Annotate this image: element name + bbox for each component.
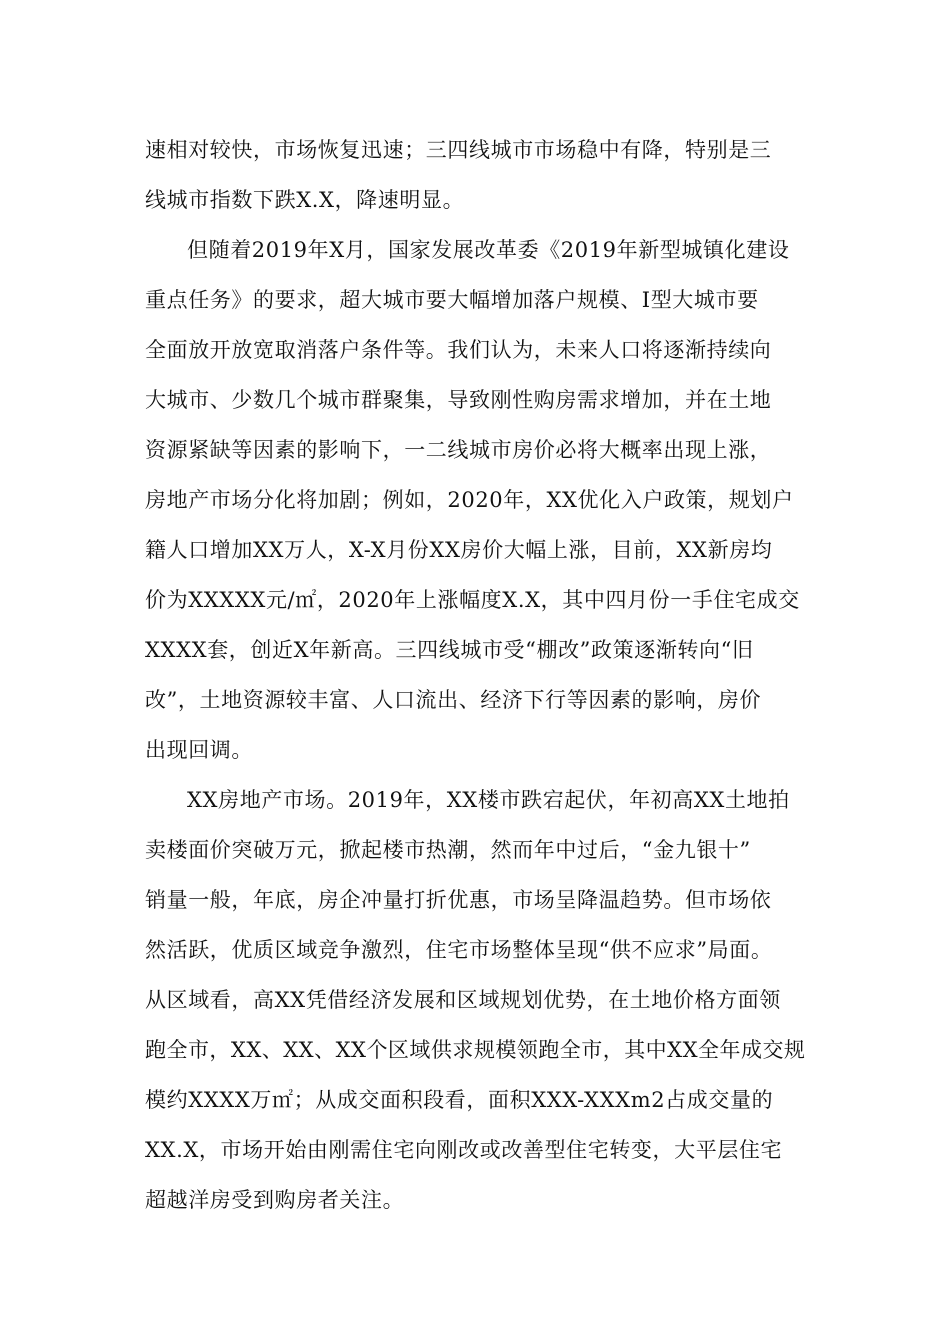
text-line: 从区域看，高XX凭借经济发展和区域规划优势，在土地价格方面领: [145, 988, 781, 1012]
text-line: 价为XXXXX元/㎡，2020年上涨幅度X.X，其中四月份一手住宅成交: [145, 588, 800, 612]
text-line: 大城市、少数几个城市群聚集，导致刚性购房需求增加，并在土地: [145, 388, 772, 412]
text-line: 改”，土地资源较丰富、人口流出、经济下行等因素的影响，房价: [145, 688, 762, 712]
text-line: 全面放开放宽取消落户条件等。我们认为，未来人口将逐渐持续向: [145, 338, 772, 362]
text-line: 籍人口增加XX万人，X-X月份XX房价大幅上涨，目前，XX新房均: [145, 538, 773, 562]
text-line: 模约XXXX万㎡；从成交面积段看，面积XXX-XXXm2占成交量的: [145, 1088, 774, 1112]
text-line: 房地产市场分化将加剧；例如，2020年，XX优化入户政策，规划户: [145, 488, 794, 512]
text-line: XXXX套，创近X年新高。三四线城市受“棚改”政策逐渐转向“旧: [145, 638, 754, 662]
text-line: XX房地产市场。2019年，XX楼市跌宕起伏，年初高XX土地拍: [187, 788, 790, 812]
text-line: 销量一般，年底，房企冲量打折优惠，市场呈降温趋势。但市场依: [145, 888, 772, 912]
text-line: 出现回调。: [145, 738, 253, 762]
text-line: 但随着2019年X月，国家发展改革委《2019年新型城镇化建设: [187, 238, 790, 262]
text-line: 跑全市，XX、XX、XX个区域供求规模领跑全市，其中XX全年成交规: [145, 1038, 806, 1062]
text-line: 然活跃，优质区域竞争激烈，住宅市场整体呈现“供不应求”局面。: [145, 938, 773, 962]
text-line: 速相对较快，市场恢复迅速；三四线城市市场稳中有降，特别是三: [145, 138, 772, 162]
text-line: 资源紧缺等因素的影响下，一二线城市房价必将大概率出现上涨，: [145, 438, 772, 462]
text-line: 线城市指数下跌X.X，降速明显。: [145, 188, 465, 212]
text-line: XX.X，市场开始由刚需住宅向刚改或改善型住宅转变，大平层住宅: [145, 1138, 783, 1162]
text-line: 重点任务》的要求，超大城市要大幅增加落户规模、Ⅰ型大城市要: [145, 288, 759, 312]
text-line: 卖楼面价突破万元，掀起楼市热潮，然而年中过后，“金九银十”: [145, 838, 751, 862]
text-line: 超越洋房受到购房者关注。: [145, 1188, 405, 1212]
